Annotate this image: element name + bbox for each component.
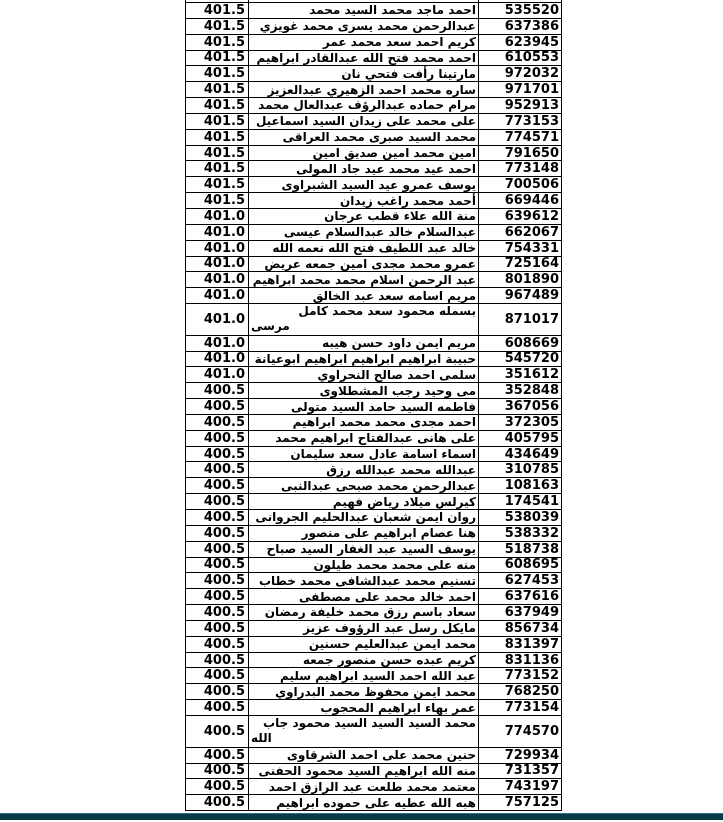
score-cell[interactable]: 400.5 <box>186 510 249 526</box>
table-row[interactable] <box>186 367 562 383</box>
score-cell[interactable]: 400.5 <box>186 573 249 589</box>
table-row[interactable] <box>186 795 562 811</box>
name-cell[interactable]: كريم عبده حسن منصور جمعه <box>249 653 479 669</box>
table-row[interactable] <box>186 462 562 478</box>
score-cell[interactable]: 401.0 <box>186 225 249 241</box>
table-row[interactable] <box>186 637 562 653</box>
score-cell[interactable]: 400.5 <box>186 462 249 478</box>
table-row[interactable] <box>186 114 562 130</box>
id-cell[interactable]: 535520 <box>479 3 562 19</box>
table-row[interactable] <box>186 98 562 114</box>
table-row[interactable] <box>186 304 562 336</box>
id-cell[interactable]: 754331 <box>479 241 562 257</box>
name-line-2: الله <box>251 731 272 746</box>
score-cell[interactable]: 400.5 <box>186 684 249 700</box>
score-cell[interactable]: 401.5 <box>186 66 249 82</box>
table-row[interactable] <box>186 573 562 589</box>
id-cell[interactable]: 831136 <box>479 653 562 669</box>
score-cell[interactable]: 401.5 <box>186 146 249 162</box>
table-row[interactable] <box>186 3 562 19</box>
name-line-1: بسمله محمود سعد محمد كامل <box>298 304 476 319</box>
id-cell[interactable]: 972032 <box>479 66 562 82</box>
name-cell[interactable]: محمد ايمن محفوظ محمد البدراوي <box>249 684 479 700</box>
name-line-1: محمد السيد السيد السيد محمود جاب <box>263 716 476 731</box>
name-cell[interactable]: يوسف السيد عبد الغفار السيد صباح <box>249 542 479 558</box>
score-cell[interactable]: 401.5 <box>186 51 249 67</box>
table-row[interactable] <box>186 621 562 637</box>
id-cell[interactable]: 372305 <box>479 415 562 431</box>
id-cell[interactable]: 367056 <box>479 399 562 415</box>
id-cell[interactable]: 725164 <box>479 257 562 273</box>
name-cell[interactable]: عبدالرحمن محمد يسرى محمد غويزي <box>249 19 479 35</box>
name-cell[interactable]: محمد السيد صبرى محمد العراقى <box>249 130 479 146</box>
id-cell[interactable]: 639612 <box>479 209 562 225</box>
score-cell[interactable]: 401.0 <box>186 272 249 288</box>
score-cell[interactable]: 400.5 <box>186 700 249 716</box>
table-row[interactable] <box>186 700 562 716</box>
score-cell[interactable]: 401.0 <box>186 241 249 257</box>
id-cell[interactable]: 967489 <box>479 288 562 304</box>
score-cell[interactable]: 401.0 <box>186 367 249 383</box>
score-cell[interactable]: 400.5 <box>186 478 249 494</box>
name-cell[interactable]: سلمى احمد صالح النحراوي <box>249 367 479 383</box>
window-edge-bar <box>0 813 723 820</box>
id-cell[interactable]: 538039 <box>479 510 562 526</box>
table-row[interactable] <box>186 605 562 621</box>
id-cell[interactable]: 637386 <box>479 19 562 35</box>
score-cell[interactable]: 401.5 <box>186 98 249 114</box>
table-row[interactable] <box>186 257 562 273</box>
score-cell[interactable]: 401.5 <box>186 161 249 177</box>
name-cell[interactable]: على هانى عبدالفتاح ابراهيم محمد <box>249 431 479 447</box>
id-cell[interactable]: 700506 <box>479 177 562 193</box>
name-cell[interactable]: احمد خالد محمد على مصطفى <box>249 589 479 605</box>
name-cell[interactable]: مايكل رسل عبد الرؤوف عزيز <box>249 621 479 637</box>
name-cell[interactable]: عبدالله محمد عبدالله رزق <box>249 462 479 478</box>
id-cell[interactable]: 351612 <box>479 367 562 383</box>
table-row[interactable] <box>186 716 562 748</box>
table-row[interactable] <box>186 336 562 352</box>
score-cell[interactable]: 400.5 <box>186 668 249 684</box>
id-cell[interactable]: 627453 <box>479 573 562 589</box>
table-row[interactable] <box>186 478 562 494</box>
score-cell[interactable]: 400.5 <box>186 494 249 510</box>
score-cell[interactable]: 400.5 <box>186 542 249 558</box>
table-row[interactable] <box>186 177 562 193</box>
score-cell[interactable]: 400.5 <box>186 526 249 542</box>
table-row[interactable] <box>186 19 562 35</box>
name-cell[interactable]: روان ايمن شعبان عبدالحليم الجروانى <box>249 510 479 526</box>
name-cell[interactable]: عبد الله احمد السيد ابراهيم سليم <box>249 668 479 684</box>
table-row[interactable] <box>186 209 562 225</box>
table-row[interactable] <box>186 383 562 399</box>
score-cell[interactable]: 400.5 <box>186 637 249 653</box>
score-cell[interactable]: 401.5 <box>186 114 249 130</box>
score-cell[interactable]: 401.5 <box>186 82 249 98</box>
id-cell[interactable]: 731357 <box>479 764 562 780</box>
name-cell[interactable] <box>249 716 479 748</box>
score-cell[interactable]: 401.5 <box>186 35 249 51</box>
score-cell[interactable]: 400.5 <box>186 795 249 811</box>
table-row[interactable] <box>186 241 562 257</box>
score-cell[interactable]: 400.5 <box>186 447 249 463</box>
name-cell[interactable]: اسماء اسامة عادل سعد سليمان <box>249 447 479 463</box>
name-cell[interactable]: منه على محمد محمد طيلون <box>249 558 479 574</box>
id-cell[interactable]: 757125 <box>479 795 562 811</box>
name-cell[interactable]: احمد مجدى محمد محمد ابراهيم <box>249 415 479 431</box>
table-row[interactable] <box>186 668 562 684</box>
name-cell[interactable]: كيرلس ميلاد رياض فهيم <box>249 494 479 510</box>
id-cell[interactable]: 608669 <box>479 336 562 352</box>
results-table <box>185 0 562 811</box>
id-cell[interactable]: 773148 <box>479 161 562 177</box>
table-row[interactable] <box>186 415 562 431</box>
score-cell[interactable]: 401.0 <box>186 288 249 304</box>
id-cell[interactable]: 773154 <box>479 700 562 716</box>
score-cell[interactable]: 401.5 <box>186 177 249 193</box>
score-cell[interactable]: 400.5 <box>186 399 249 415</box>
score-cell[interactable]: 401.5 <box>186 193 249 209</box>
id-cell[interactable]: 310785 <box>479 462 562 478</box>
score-cell[interactable]: 401.5 <box>186 3 249 19</box>
name-cell[interactable]: مريم ايمن داود حسن هيبه <box>249 336 479 352</box>
name-cell[interactable]: معتمد محمد طلعت عبد الرازق احمد <box>249 779 479 795</box>
name-cell[interactable]: عمر بهاء ابراهيم المحجوب <box>249 700 479 716</box>
id-cell[interactable]: 774571 <box>479 130 562 146</box>
id-cell[interactable]: 669446 <box>479 193 562 209</box>
table-row[interactable] <box>186 510 562 526</box>
table-row[interactable] <box>186 589 562 605</box>
score-cell[interactable]: 400.5 <box>186 605 249 621</box>
score-cell[interactable]: 400.5 <box>186 653 249 669</box>
name-cell[interactable]: أحمد محمد راغب زيدان <box>249 193 479 209</box>
name-cell[interactable]: كريم احمد سعد محمد عمر <box>249 35 479 51</box>
id-cell[interactable]: 774570 <box>479 716 562 748</box>
score-cell[interactable]: 400.5 <box>186 415 249 431</box>
id-cell[interactable]: 405795 <box>479 431 562 447</box>
id-cell[interactable]: 856734 <box>479 621 562 637</box>
name-cell[interactable]: سعاد باسم رزق محمد خليفة رمضان <box>249 605 479 621</box>
table-row[interactable] <box>186 352 562 368</box>
name-cell[interactable]: مارتينا رأفت فتحي نان <box>249 66 479 82</box>
id-cell[interactable]: 773153 <box>479 114 562 130</box>
id-cell[interactable]: 608695 <box>479 558 562 574</box>
name-cell[interactable]: فاطمه السيد حامد السيد متولى <box>249 399 479 415</box>
table-row[interactable] <box>186 288 562 304</box>
id-cell[interactable]: 791650 <box>479 146 562 162</box>
table-row[interactable] <box>186 51 562 67</box>
table-row[interactable] <box>186 526 562 542</box>
name-cell[interactable]: محمد ايمن عبدالعليم حسنين <box>249 637 479 653</box>
id-cell[interactable]: 871017 <box>479 304 562 336</box>
score-cell[interactable]: 400.5 <box>186 383 249 399</box>
id-cell[interactable]: 971701 <box>479 82 562 98</box>
score-cell[interactable]: 401.0 <box>186 336 249 352</box>
score-cell[interactable]: 401.5 <box>186 130 249 146</box>
name-cell[interactable]: حبيبة ابراهيم ابراهيم ابراهيم ابوعيانة <box>249 352 479 368</box>
name-cell[interactable]: عبدالسلام خالد عبدالسلام عيسى <box>249 225 479 241</box>
name-cell[interactable]: خالد عبد اللطيف فتح الله نعمه الله <box>249 241 479 257</box>
name-cell[interactable]: يوسف عمرو عيد السيد الشبراوى <box>249 177 479 193</box>
score-cell[interactable]: 401.0 <box>186 209 249 225</box>
name-cell[interactable]: احمد ماجد محمد السيد محمد <box>249 3 479 19</box>
id-cell[interactable]: 538332 <box>479 526 562 542</box>
name-cell[interactable]: عبدالرحمن محمد صبحى عبدالنبى <box>249 478 479 494</box>
score-cell[interactable]: 400.5 <box>186 431 249 447</box>
table-row[interactable] <box>186 82 562 98</box>
table-row[interactable] <box>186 494 562 510</box>
id-cell[interactable]: 352848 <box>479 383 562 399</box>
score-cell[interactable]: 400.5 <box>186 748 249 764</box>
table-row[interactable] <box>186 764 562 780</box>
name-cell[interactable]: احمد عيد محمد عيد جاد المولى <box>249 161 479 177</box>
name-cell[interactable]: تسنيم محمد عبدالشافى محمد خطاب <box>249 573 479 589</box>
id-cell[interactable]: 729934 <box>479 748 562 764</box>
id-cell[interactable]: 623945 <box>479 35 562 51</box>
name-cell[interactable]: مريم اسامه سعد عبد الخالق <box>249 288 479 304</box>
name-cell[interactable]: منه الله ابراهيم السيد محمود الحفنى <box>249 764 479 780</box>
name-line-2: مرسى <box>251 319 290 334</box>
name-cell[interactable]: امين محمد امين صديق امين <box>249 146 479 162</box>
id-cell[interactable]: 662067 <box>479 225 562 241</box>
id-cell[interactable]: 773152 <box>479 668 562 684</box>
name-cell[interactable]: هنا عصام ابراهيم على منصور <box>249 526 479 542</box>
id-cell[interactable]: 801890 <box>479 272 562 288</box>
table-row[interactable] <box>186 130 562 146</box>
table-row[interactable] <box>186 399 562 415</box>
id-cell[interactable]: 637616 <box>479 589 562 605</box>
table-row[interactable] <box>186 161 562 177</box>
table-row[interactable] <box>186 193 562 209</box>
table-row[interactable] <box>186 225 562 241</box>
table-row[interactable] <box>186 35 562 51</box>
name-cell[interactable]: حنين محمد على احمد الشرقاوى <box>249 748 479 764</box>
score-cell[interactable]: 400.5 <box>186 764 249 780</box>
score-cell[interactable]: 401.0 <box>186 352 249 368</box>
table-row[interactable] <box>186 558 562 574</box>
name-cell[interactable]: هبه الله عطيه على حموده ابراهيم <box>249 795 479 811</box>
id-cell[interactable]: 174541 <box>479 494 562 510</box>
table-row[interactable] <box>186 272 562 288</box>
name-cell[interactable]: عمرو محمد مجدى امين جمعه عريض <box>249 257 479 273</box>
score-cell[interactable]: 400.5 <box>186 558 249 574</box>
name-cell[interactable]: مى وحيد رجب المشطلاوى <box>249 383 479 399</box>
score-cell[interactable]: 400.5 <box>186 716 249 748</box>
id-cell[interactable]: 743197 <box>479 779 562 795</box>
id-cell[interactable]: 637949 <box>479 605 562 621</box>
id-cell[interactable]: 610553 <box>479 51 562 67</box>
id-cell[interactable]: 108163 <box>479 478 562 494</box>
name-cell[interactable]: ساره محمد احمد الزهيري عبدالعزيز <box>249 82 479 98</box>
score-cell[interactable]: 401.0 <box>186 304 249 336</box>
score-cell[interactable]: 400.5 <box>186 779 249 795</box>
table-row[interactable] <box>186 542 562 558</box>
name-cell[interactable]: منة الله علاء قطب عرجان <box>249 209 479 225</box>
score-cell[interactable]: 400.5 <box>186 589 249 605</box>
score-cell[interactable]: 401.5 <box>186 19 249 35</box>
table-row[interactable] <box>186 146 562 162</box>
name-cell[interactable] <box>249 304 479 336</box>
id-cell[interactable]: 518738 <box>479 542 562 558</box>
table-row[interactable] <box>186 447 562 463</box>
table-row[interactable] <box>186 684 562 700</box>
id-cell[interactable]: 768250 <box>479 684 562 700</box>
table-row[interactable] <box>186 431 562 447</box>
name-cell[interactable]: مرام حماده عبدالرؤف عبدالعال محمد <box>249 98 479 114</box>
name-cell[interactable]: احمد محمد فتح الله عبدالقادر ابراهيم <box>249 51 479 67</box>
table-row[interactable] <box>186 779 562 795</box>
table-row[interactable] <box>186 748 562 764</box>
id-cell[interactable]: 952913 <box>479 98 562 114</box>
score-cell[interactable]: 401.0 <box>186 257 249 273</box>
table-row[interactable] <box>186 653 562 669</box>
name-cell[interactable]: عبد الرحمن اسلام محمد محمد ابراهيم <box>249 272 479 288</box>
id-cell[interactable]: 831397 <box>479 637 562 653</box>
id-cell[interactable]: 434649 <box>479 447 562 463</box>
score-cell[interactable]: 400.5 <box>186 621 249 637</box>
id-cell[interactable]: 545720 <box>479 352 562 368</box>
table-row[interactable] <box>186 66 562 82</box>
name-cell[interactable]: على محمد على زيدان السيد اسماعيل <box>249 114 479 130</box>
